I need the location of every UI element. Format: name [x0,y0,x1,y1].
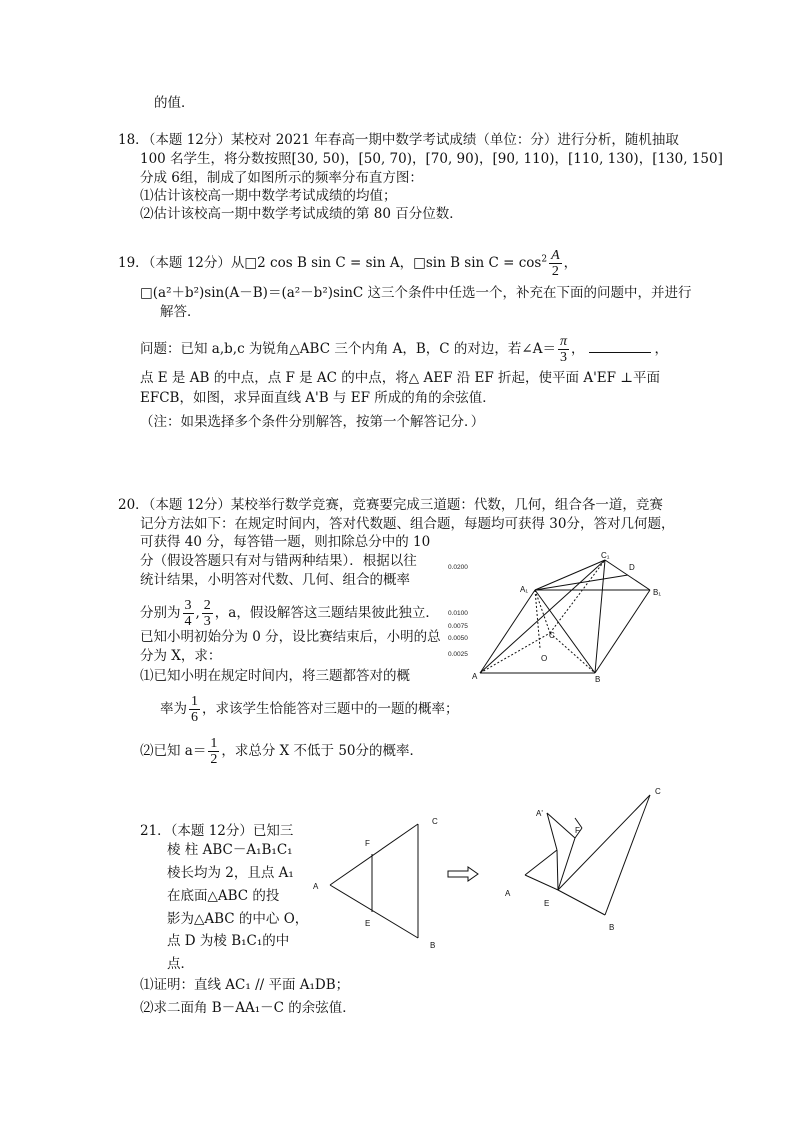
q19-frac-den: 2 [551,264,559,279]
fold-label-Aprime: A' [536,809,543,818]
triangle-figure [310,810,460,950]
q20-f1-num: 3 [184,598,192,613]
histogram-ticks [448,564,468,658]
q20-line6: 分别为 $\frac{3}{4}$ , $\frac{2}{3}$ ，a，假设解答这三题结果彼此独立． [140,598,439,629]
tri-label-C: C [432,817,438,826]
q18-part1: ⑴估计该校高一期中数学考试成绩的均值； [140,188,397,204]
q20-f1-den: 4 [184,614,192,629]
q20-frac-1-2 [208,736,219,767]
q20-line6-end: ，a，假设解答这三题结果彼此独立． [214,605,439,621]
q19-fill-blank [589,339,651,353]
q19-line1-text: 19．（本题 12分）从□2 cos B sin C = sin A，□sin B sin C = cos [118,255,542,271]
label-O: O [541,654,548,663]
q19-pi-num: π [559,334,567,349]
label-B1: B₁ [653,588,662,597]
q19-line4-text: 问题：已知 a,b,c 为锐角△ABC 三个内角 A，B，C 的对边，若∠A＝ [140,341,556,357]
q19-line4-comma: ， [571,341,585,357]
q20-frac-2-3 [202,598,213,629]
q20-line6-text: 分别为 [140,605,181,621]
q19-line4-end: ， [654,341,668,357]
q20-f4-den: 2 [210,752,218,767]
q20-f3-num: 1 [191,694,198,709]
label-D: D [629,563,635,572]
q19-line1-end: ， [563,255,578,271]
q20-part1-b-text: 率为 [160,701,187,717]
q20-part2-end: ，求总分 X 不低于 50分的概率． [221,743,424,759]
transform-arrow-icon [447,866,479,882]
q21-line7: 点． [167,956,194,972]
q21-part1: ⑴证明：直线 AC₁ // 平面 A₁DB； [140,977,350,993]
prism-edges [480,560,650,673]
q20-line3: 可获得 40 分，每答错一题，则扣除总分中的 10 [140,534,431,550]
tick-0200: 0.0200 [448,564,468,571]
q19-fraction-a-over-2 [549,248,562,279]
q20-line8: 分为 X，求： [140,648,222,664]
q21-line2: 棱 柱 ABC－A₁B₁C₁ [167,842,293,858]
q19-line5: 点 E 是 AB 的中点，点 F 是 AC 的中点，将△ AEF 沿 EF 折起，使平面 A'EF ⊥平面 [140,370,660,386]
folded-edges [525,795,650,915]
q20-part2-text: ⑵已知 a＝ [140,743,207,759]
q18-part2: ⑵估计该校高一期中数学考试成绩的第 80 百分位数． [140,206,463,222]
q20-part1-b [160,694,459,725]
fold-label-C: C [655,787,661,796]
label-C1: C₁ [601,551,610,560]
q19-line6: EFCB，如图，求异面直线 A'B 与 EF 所成的角的余弦值． [140,390,496,406]
q19-line4 [140,334,668,365]
q20-part1-c: ，求该学生恰能答对三题中的一题的概率； [202,701,459,717]
q20-f4-num: 1 [210,736,218,751]
prism-figure [440,548,680,688]
previous-question-tail: 的值． [154,95,195,111]
q20-line7: 已知小明初始分为 0 分，设比赛结束后，小明的总 [140,629,441,645]
q20-part1-a: ⑴已知小明在规定时间内，将三题都答对的概 [140,668,410,684]
label-A: A [472,672,478,681]
tick-0025: 0.0025 [448,651,468,658]
fold-label-E: E [544,899,550,908]
q20-f3-den: 6 [191,710,198,725]
q21-line3: 棱长均为 2，且点 A₁ [167,865,294,881]
q19-pi-den: 3 [559,350,567,365]
folded-figure [495,780,675,940]
fold-label-A: A [505,889,511,898]
tick-0050: 0.0050 [448,635,468,642]
label-A1: A₁ [520,585,529,594]
q19-line3: 解答． [160,304,201,320]
tri-label-F: F [365,839,370,848]
q19-line1 [118,248,577,279]
q20-frac-1-6 [189,694,200,725]
q19-frac-num: A [551,248,560,263]
triangle-edges [330,824,418,938]
q21-line5: 影为△ABC 的中心 O， [167,911,309,927]
q20-frac-3-4 [183,598,194,629]
q18-line3: 分成 6组，制成了如图所示的频率分布直方图： [140,170,423,186]
folded-labels [505,787,661,932]
q20-f2-num: 2 [203,598,211,613]
q21-line4: 在底面△ABC 的投 [167,888,280,904]
label-B: B [595,675,601,684]
q21-line6: 点 D 为棱 B₁C₁的中 [167,933,290,949]
q19-pi-over-3 [558,334,569,365]
q18-line1: 18．（本题 12分）某校对 2021 年春高一期中数学考试成绩（单位：分）进行分析，随机抽取 [118,132,679,148]
tick-0075: 0.0075 [448,623,468,630]
q20-line4: 分（假设答题只有对与错两种结果）．根据以往 [140,553,417,569]
tri-label-B: B [430,941,436,950]
q19-line2: □(a²＋b²)sin(A－B)＝(a²－b²)sinC 这三个条件中任选一个，补充在下面的问题中，并进行 [140,285,692,301]
q20-part2 [140,736,423,767]
label-C: C [549,631,555,640]
tick-0100: 0.0100 [448,610,468,617]
tri-label-E: E [365,919,371,928]
q20-line5: 统计结果，小明答对代数、几何、组合的概率 [140,572,410,588]
q21-part2: ⑵求二面角 B－AA₁－C 的余弦值． [140,1000,356,1016]
q20-line2: 记分方法如下：在规定时间内，答对代数题、组合题，每题均可获得 30分，答对几何题， [140,516,675,532]
tri-label-A: A [313,882,319,891]
fold-label-F: F [575,826,580,835]
q18-line2: 100 名学生，将分数按照[30, 50)，[50, 70)，[70, 90)，[90, 110)，[110, 130)，[130, 150] [140,151,723,167]
prism-labels [472,551,661,684]
q19-exponent: 2 [541,254,548,265]
q20-f2-den: 3 [203,614,211,629]
fold-label-B: B [609,923,615,932]
q20-line1: 20．（本题 12分）某校举行数学竞赛，竞赛要完成三道题：代数，几何，组合各一道，竞赛 [118,497,663,513]
q21-line1: 21．（本题 12分）已知三 [140,823,294,839]
q19-note: （注：如果选择多个条件分别解答，按第一个解答记分．） [140,414,485,430]
